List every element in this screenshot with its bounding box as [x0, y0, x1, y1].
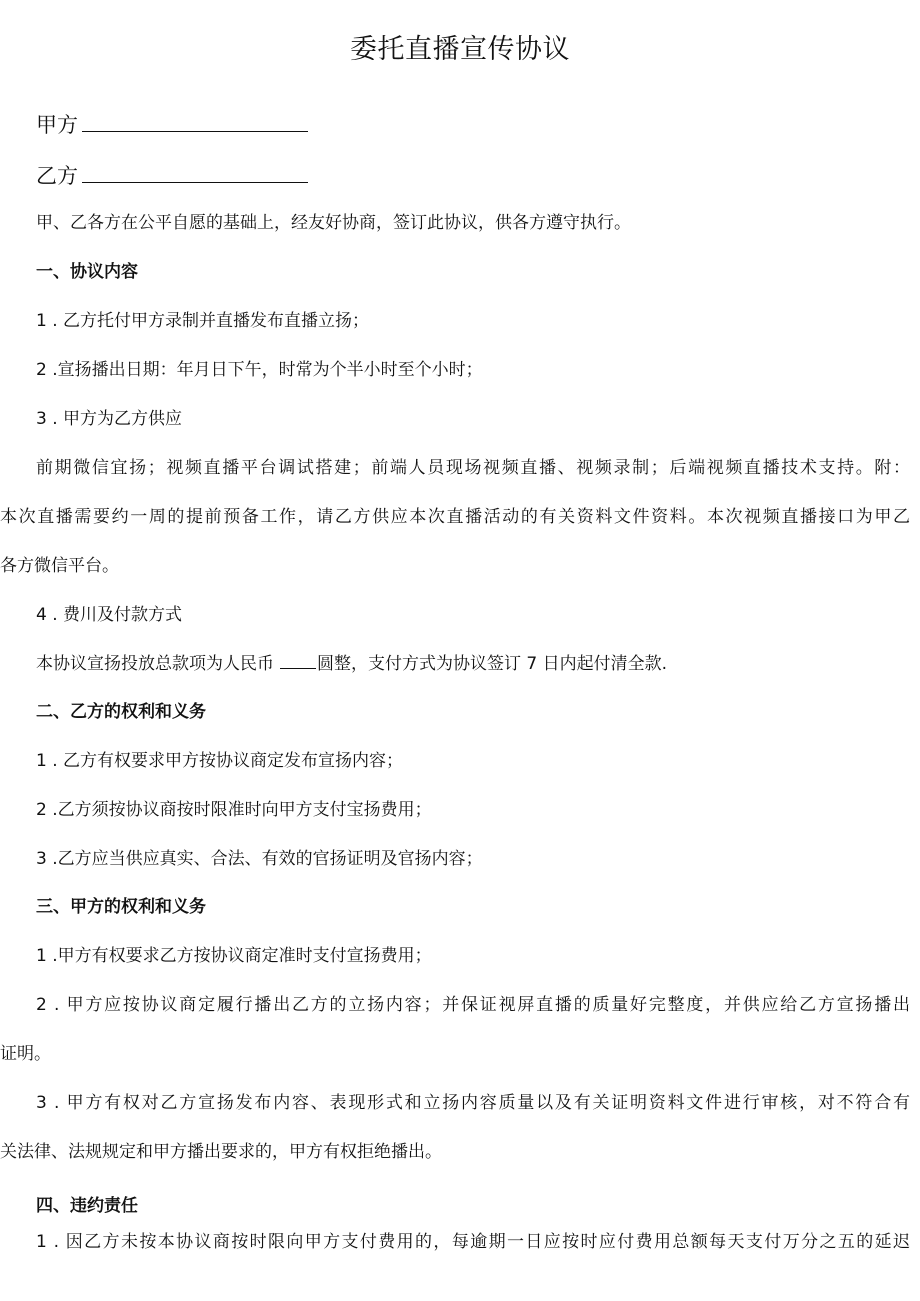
section-1-detail-line-3: 各方微信平台。 — [0, 556, 119, 576]
section-2-item-2: 2 .乙方须按协议商按时限准时向甲方支付宝扬费用； — [36, 800, 432, 820]
section-1-item-2: 2 .宣扬播出日期：年月日下午，时常为个半小时至个小时； — [36, 360, 483, 380]
section-3-item-3-line-1: 3 . 甲方有权对乙方宣扬发布内容、表现形式和立扬内容质量以及有关证明资料文件进行审核，对不符合有 — [36, 1093, 910, 1113]
party-a-line — [36, 110, 308, 140]
section-4-item-1-line-1: 1 . 因乙方未按本协议商按时限向甲方支付费用的，每逾期一日应按时应付费用总额每天支付万分之五的延迟 — [36, 1232, 910, 1252]
payment-text-before: 本协议宣扬投放总款项为人民币 — [36, 654, 274, 674]
section-3-item-1: 1 .甲方有权要求乙方按协议商定准时支付宣扬费用； — [36, 946, 432, 966]
section-4-heading: 四、违约责任 — [36, 1196, 138, 1216]
section-1-heading: 一、协议内容 — [36, 262, 138, 282]
section-3-item-2-line-1: 2 . 甲方应按协议商定履行播出乙方的立扬内容；并保证视屏直播的质量好完整度，并供应给乙方宣扬播出 — [36, 995, 910, 1015]
section-1-item-4: 4 . 费川及付款方式 — [36, 605, 183, 625]
party-b-label: 乙方 — [36, 164, 78, 188]
section-1-item-1: 1 . 乙方托付甲方录制并直播发布直播立扬； — [36, 311, 370, 331]
intro-paragraph: 甲、乙各方在公平自愿的基础上，经友好协商，签订此协议，供各方遵守执行。 — [36, 213, 631, 233]
party-b-line — [36, 161, 308, 191]
section-3-heading: 三、甲方的权利和义务 — [36, 897, 206, 917]
section-1-detail-line-1: 前期微信宜扬；视频直播平台调试搭建；前端人员现场视频直播、视频录制；后端视频直播技术支持。附： — [36, 458, 910, 478]
payment-amount-blank — [280, 652, 316, 669]
section-3-item-2-line-2: 证明。 — [0, 1044, 51, 1064]
section-2-item-3: 3 .乙方应当供应真实、合法、有效的官扬证明及官扬内容； — [36, 849, 483, 869]
section-3-item-3-line-2: 关法律、法规规定和甲方播出要求的，甲方有权拒绝播出。 — [0, 1142, 442, 1162]
document-title: 委托直播宣传协议 — [350, 34, 570, 65]
section-2-heading: 二、乙方的权利和义务 — [36, 702, 206, 722]
section-2-item-1: 1 . 乙方有权要求甲方按协议商定发布宣扬内容； — [36, 751, 404, 771]
party-b-blank — [82, 162, 308, 183]
payment-paragraph — [36, 652, 667, 676]
payment-text-after: 圆整，支付方式为协议签订 7 日内起付清全款. — [317, 654, 668, 674]
section-1-detail-line-2: 本次直播需要约一周的提前预备工作，请乙方供应本次直播活动的有关资料文件资料。本次视频直播接口为甲乙 — [0, 507, 910, 527]
section-1-item-3: 3 . 甲方为乙方供应 — [36, 409, 183, 429]
party-a-label: 甲方 — [36, 113, 78, 137]
party-a-blank — [82, 111, 308, 132]
